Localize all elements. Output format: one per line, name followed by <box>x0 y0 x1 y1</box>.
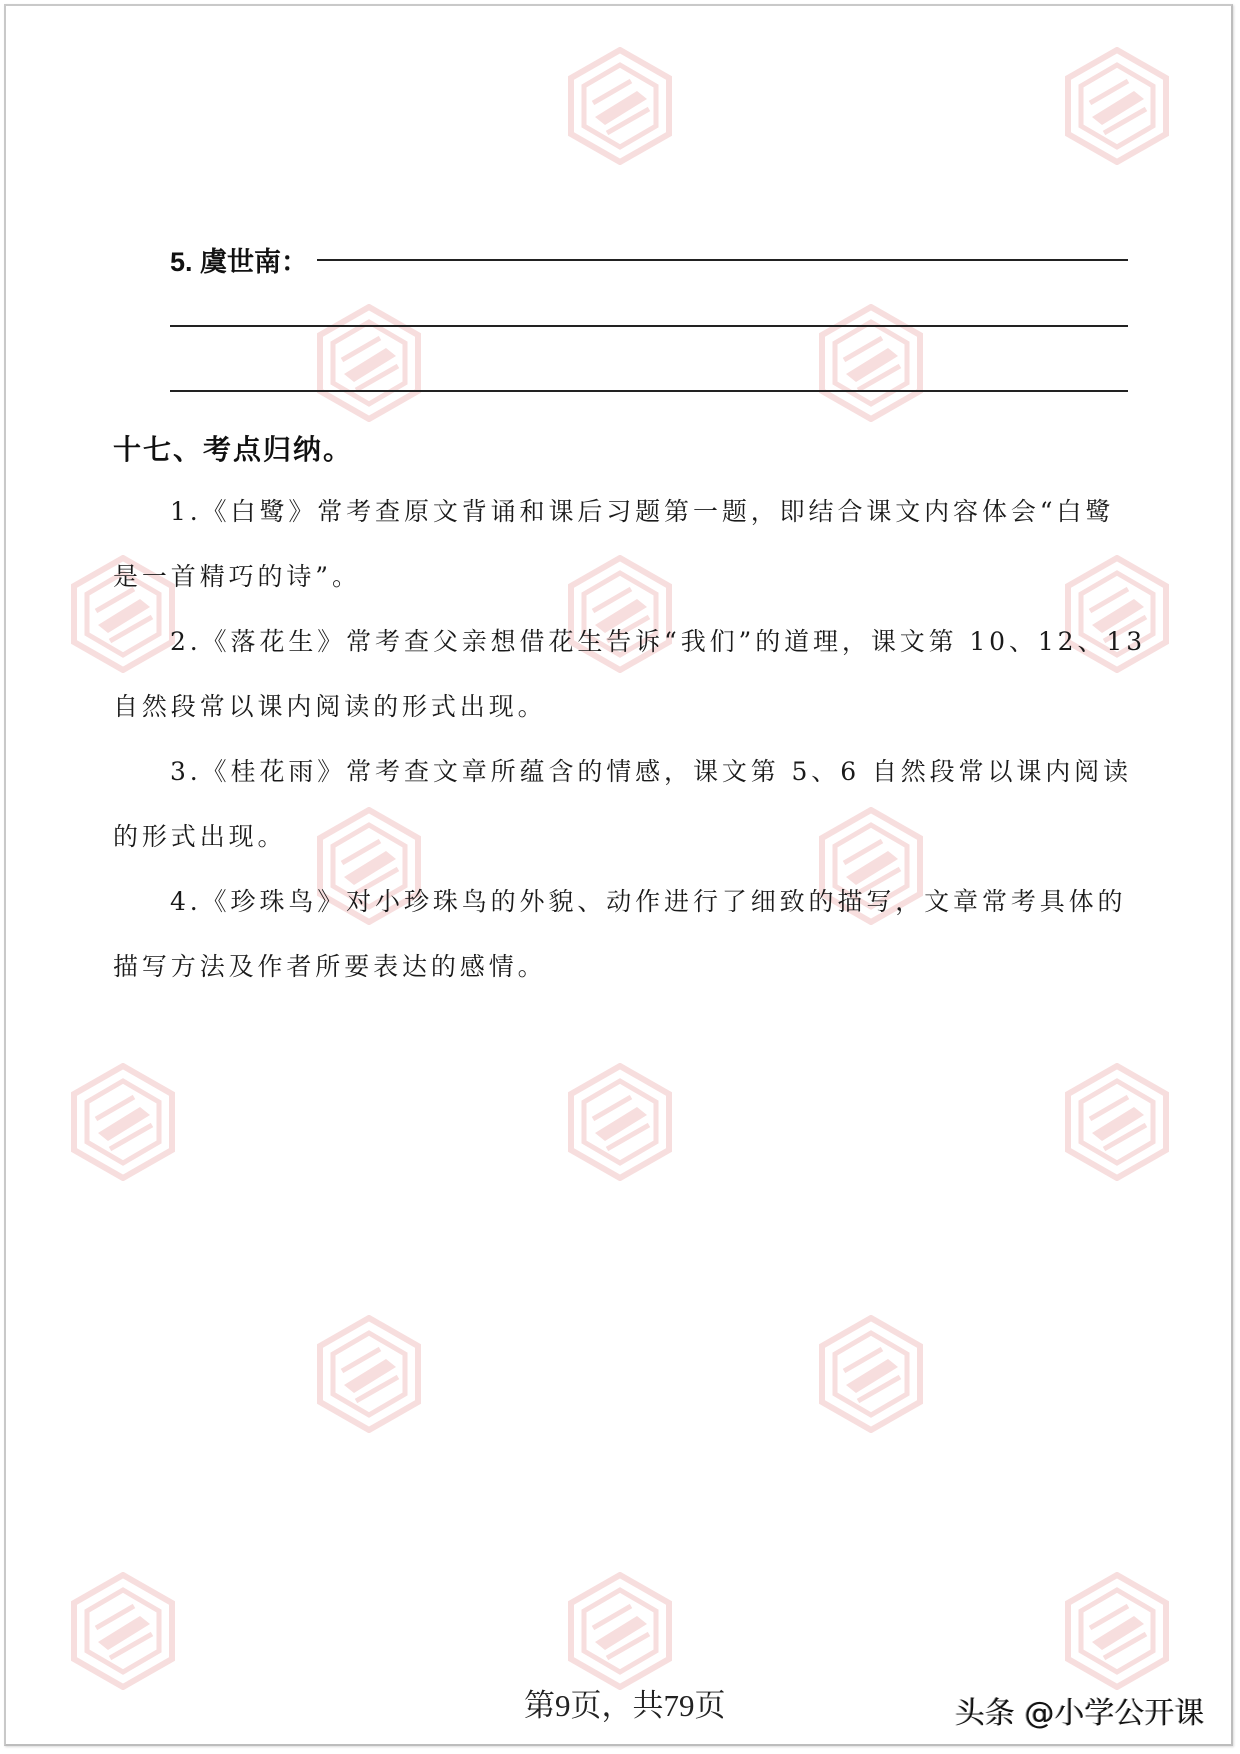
hexagon-watermark-icon <box>567 1063 673 1181</box>
hexagon-watermark-icon <box>70 1063 176 1181</box>
answer-line-1[interactable] <box>317 259 1128 261</box>
paragraph-line: 4.《珍珠鸟》对小珍珠鸟的外貌、动作进行了细致的描写，文章常考具体的 <box>170 887 1127 916</box>
hexagon-watermark-icon <box>316 304 422 422</box>
hexagon-watermark-icon <box>818 304 924 422</box>
paragraph-line: 1.《白鹭》常考查原文背诵和课后习题第一题，即结合课文内容体会“白鹭 <box>170 497 1115 526</box>
paragraph-line: 描写方法及作者所要表达的感情。 <box>113 952 547 981</box>
hexagon-watermark-icon <box>567 1572 673 1690</box>
paragraph-line: 的形式出现。 <box>113 822 287 851</box>
hexagon-watermark-icon <box>316 1315 422 1433</box>
source-watermark: 头条 @小学公开课 <box>955 1696 1205 1731</box>
hexagon-watermark-icon <box>1064 1572 1170 1690</box>
hexagon-watermark-icon <box>567 47 673 165</box>
paragraph-line: 自然段常以课内阅读的形式出现。 <box>113 692 547 721</box>
hexagon-watermark-icon <box>1064 1063 1170 1181</box>
answer-line-3[interactable] <box>170 390 1128 392</box>
paragraph-line: 2.《落花生》常考查父亲想借花生告诉“我们”的道理，课文第 10、12、13 <box>170 627 1146 656</box>
hexagon-watermark-icon <box>70 1572 176 1690</box>
hexagon-watermark-icon <box>818 1315 924 1433</box>
section-heading: 十七、考点归纳。 <box>113 433 354 466</box>
paragraph-line: 3.《桂花雨》常考查文章所蕴含的情感，课文第 5、6 自然段常以课内阅读 <box>170 757 1132 786</box>
paragraph-line: 是一首精巧的诗”。 <box>113 562 361 591</box>
question-5-label: 5. 虞世南： <box>170 247 309 277</box>
answer-line-2[interactable] <box>170 325 1128 327</box>
page-indicator: 第9页，共79页 <box>524 1688 726 1723</box>
hexagon-watermark-icon <box>1064 47 1170 165</box>
